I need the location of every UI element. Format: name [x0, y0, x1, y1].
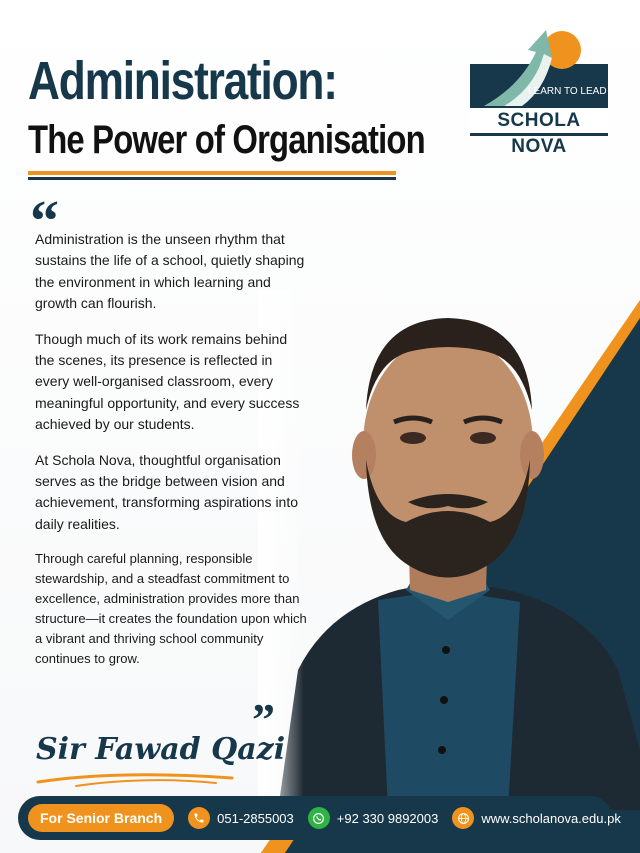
- signature-name: Sir Fawad Qazi: [36, 732, 286, 767]
- portrait-photo: [258, 290, 640, 810]
- close-quote-icon: ”: [252, 694, 275, 745]
- title-underline-navy: [28, 177, 396, 180]
- globe-icon: [452, 807, 474, 829]
- logo-name: SCHOLA NOVA: [470, 108, 608, 136]
- signature-swoosh: [36, 768, 236, 788]
- message-paragraph: Through careful planning, responsible stewardship, and a steadfast commitment to excellence, administration provides more than structure—it creates the foundation upon which a vibrant and thriving school community continues to grow.: [35, 551, 307, 667]
- page-title-line1: Administration:: [28, 51, 337, 111]
- contact-bar: [18, 796, 621, 840]
- open-quote-icon: “: [30, 188, 59, 253]
- branch-badge: For Senior Branch: [28, 804, 174, 832]
- phone-icon: [188, 807, 210, 829]
- message-paragraph: Though much of its work remains behind the scenes, its presence is reflected in every well-organised classroom, every meaningful opportunity, and every success achieved by our students.: [35, 330, 300, 433]
- phone-number[interactable]: 051-2855003: [217, 810, 294, 826]
- message-paragraph: Administration is the unseen rhythm that sustains the life of a school, quietly shaping the environment in which learning and growth can flourish.: [35, 231, 305, 312]
- whatsapp-icon: [308, 807, 330, 829]
- website-link[interactable]: www.scholanova.edu.pk: [481, 810, 621, 826]
- logo-tagline: LEARN TO LEAD: [528, 86, 607, 97]
- message-paragraph: At Schola Nova, thoughtful organisation serves as the bridge between vision and achievement, transforming aspirations into daily realities.: [35, 451, 299, 532]
- page-title-line2: The Power of Organisation: [28, 118, 425, 162]
- schola-nova-logo: [470, 28, 610, 157]
- message-text: [35, 229, 307, 683]
- whatsapp-number[interactable]: +92 330 9892003: [336, 810, 439, 826]
- title-underline-orange: [28, 171, 396, 175]
